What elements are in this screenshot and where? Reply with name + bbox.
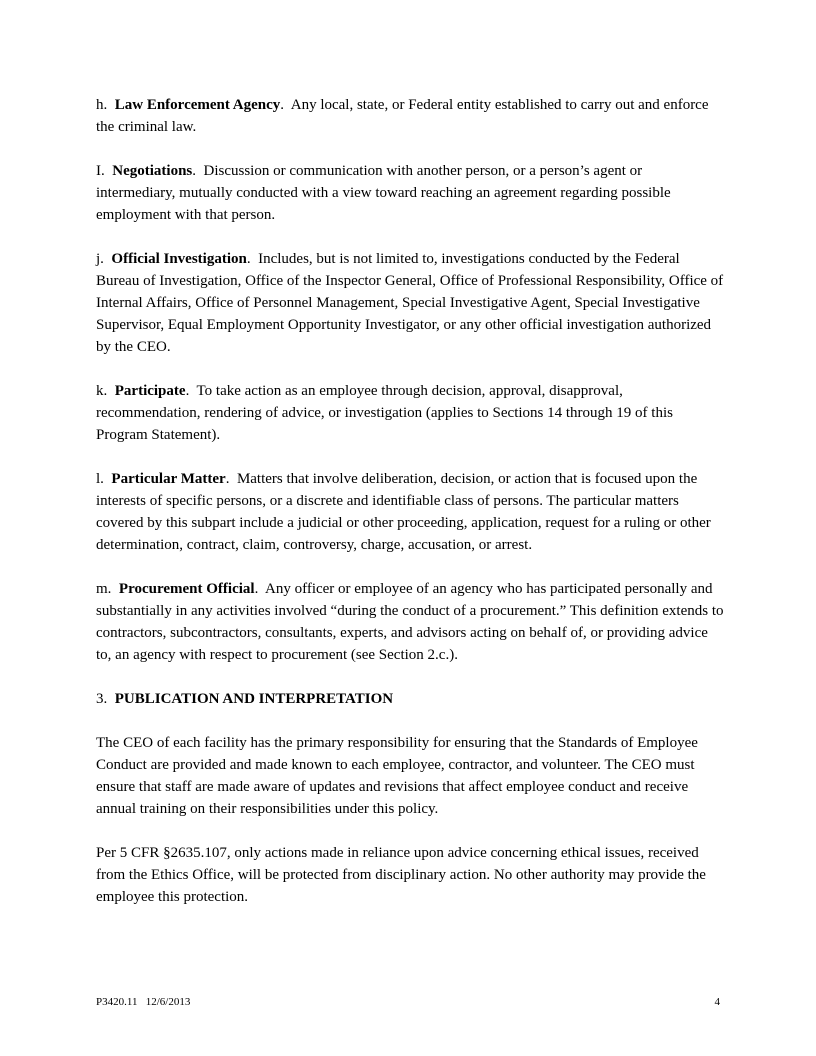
definition-text: To take action as an employee through decision, approval, disapproval, recommendation, rendering of advice, or investigation (applies to Sections 14 through 19 of this Program Statement). [96, 383, 673, 443]
definition-letter: m. [96, 581, 112, 597]
definition-letter: I. [96, 163, 105, 179]
document-body [96, 94, 724, 930]
definition-j: j. Official Investigation. Includes, but is not limited to, investigations conducted by the Federal Bureau of Investigation, Office of the Inspector General, Office of Professional Responsibility, Office of Internal Affairs, Office of Personnel Management, Special Investigative Agent, Special Investigative Supervisor, Equal Employment Opportunity Investigator, or any other official investigation authorized by the CEO. [96, 251, 724, 355]
definition-letter: k. [96, 383, 108, 399]
definition-text: Includes, but is not limited to, investigations conducted by the Federal Bureau of Investigation, Office of the Inspector General, Office of Professional Responsibility, Office of Internal Affairs, Office of Personnel Management, Special Investigative Agent, Special Investigative Supervisor, Equal Employment Opportunity Investigator, or any other official investigation authorized by the CEO. [96, 251, 724, 355]
definition-text: Any officer or employee of an agency who has participated personally and substantially in any activities involved “during the conduct of a procurement.” This definition extends to contractors, subcontractors, consultants, experts, and advisors acting on behalf of, or providing advice to, an agency with respect to procurement (see Section 2.c.). [96, 581, 724, 663]
definition-term: Official Investigation [111, 251, 247, 267]
section-number: 3. [96, 691, 108, 707]
section-title: PUBLICATION AND INTERPRETATION [114, 691, 394, 707]
definition-text: Matters that involve deliberation, decision, or action that is focused upon the interests of specific persons, or a discrete and identifiable class of persons. The particular matters covered by this subpart include a judicial or other proceeding, application, request for a ruling or other determination, contract, claim, controversy, charge, accusation, or arrest. [96, 471, 711, 553]
definition-text: Any local, state, or Federal entity established to carry out and enforce the criminal law. [96, 97, 709, 135]
definition-letter: h. [96, 97, 108, 113]
definition-term: Participate [114, 383, 186, 399]
definition-m: m. Procurement Official. Any officer or employee of an agency who has participated personally and substantially in any activities involved “during the conduct of a procurement.” This definition extends to contractors, subcontractors, consultants, experts, and advisors acting on behalf of, or providing advice to, an agency with respect to procurement (see Section 2.c.). [96, 581, 724, 663]
section-heading [96, 688, 724, 710]
definition-i: I. Negotiations. Discussion or communication with another person, or a person’s agent or intermediary, mutually conducted with a view toward reaching an agreement regarding possible employment with that person. [96, 163, 671, 223]
footer-doc-id: P3420.11 12/6/2013 [96, 996, 191, 1008]
definition-k: k. Participate. To take action as an employee through decision, approval, disapproval, recommendation, rendering of advice, or investigation (applies to Sections 14 through 19 of this Program Statement). [96, 383, 673, 443]
section-paragraph: Per 5 CFR §2635.107, only actions made in reliance upon advice concerning ethical issues, received from the Ethics Office, will be protected from disciplinary action. No other authority may provide the employee this protection. [96, 845, 706, 905]
definition-l: l. Particular Matter. Matters that involve deliberation, decision, or action that is focused upon the interests of specific persons, or a discrete and identifiable class of persons. The particular matters covered by this subpart include a judicial or other proceeding, application, request for a ruling or other determination, contract, claim, controversy, charge, accusation, or arrest. [96, 471, 711, 553]
definition-term: Negotiations [112, 163, 193, 179]
definition-term: Law Enforcement Agency [114, 97, 281, 113]
footer-page-number: 4 [714, 996, 720, 1008]
section-paragraph: The CEO of each facility has the primary responsibility for ensuring that the Standards of Employee Conduct are provided and made known to each employee, contractor, and volunteer. The CEO must ensure that staff are made aware of updates and revisions that affect employee conduct and receive annual training on their responsibilities under this policy. [96, 735, 698, 817]
definition-h: h. Law Enforcement Agency. Any local, state, or Federal entity established to carry out and enforce the criminal law. [96, 97, 709, 135]
definition-letter: j. [96, 251, 104, 267]
definition-letter: l. [96, 471, 104, 487]
definition-term: Particular Matter [111, 471, 226, 487]
definition-term: Procurement Official [118, 581, 255, 597]
definition-text: Discussion or communication with another person, or a person’s agent or intermediary, mutually conducted with a view toward reaching an agreement regarding possible employment with that person. [96, 163, 671, 223]
